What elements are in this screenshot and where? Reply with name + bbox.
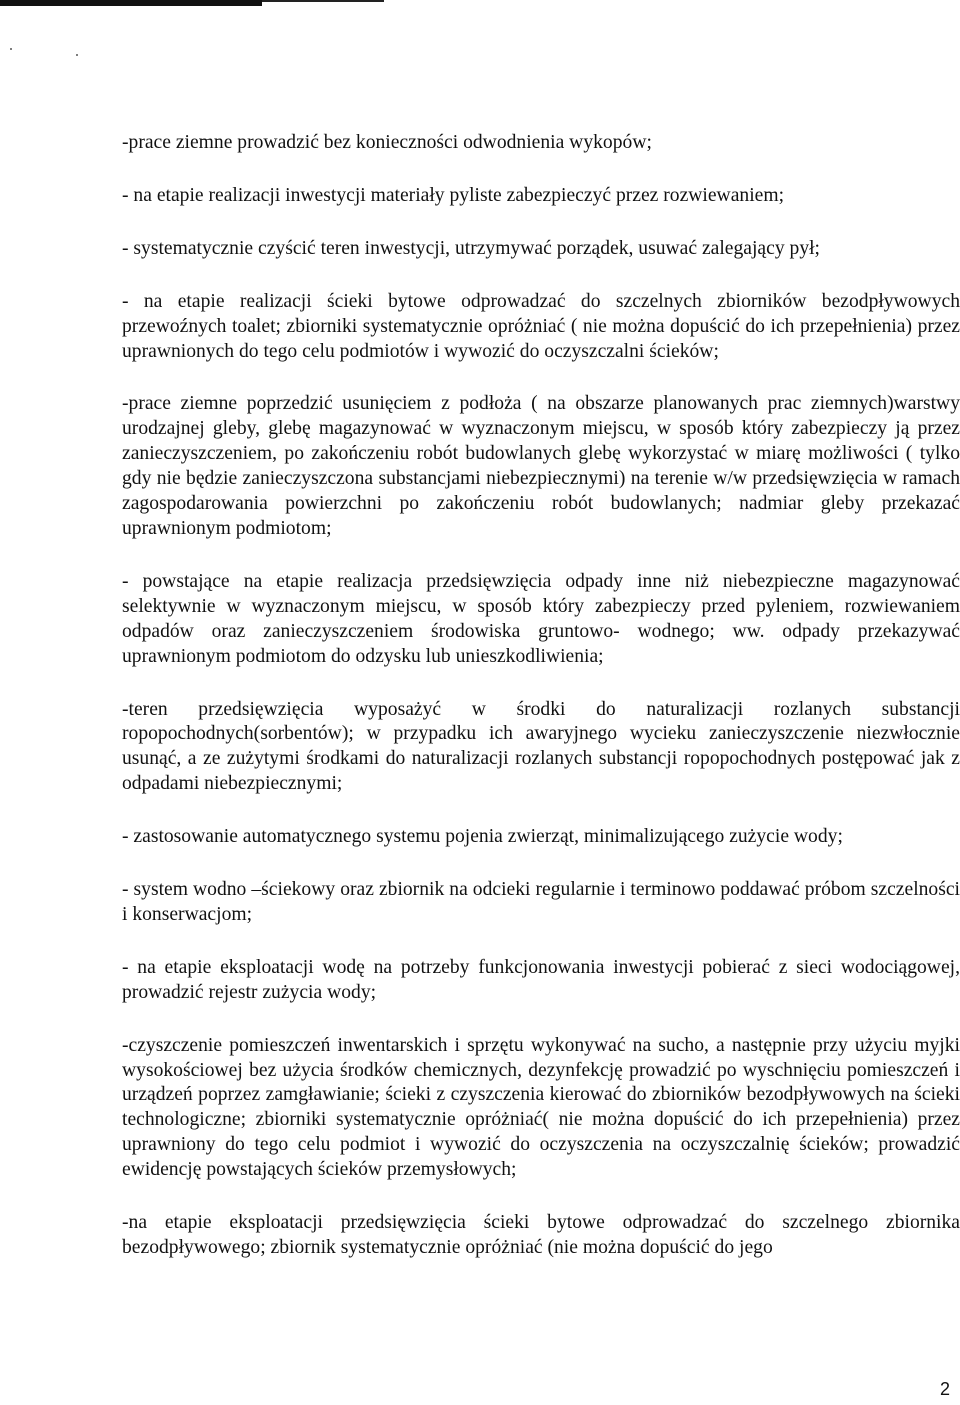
top-rule-thick bbox=[0, 0, 262, 6]
paragraph: -prace ziemne poprzedzić usunięciem z podłoża ( na obszarze planowanych prac ziemnych)warstwy urodzajnej gleby, glebę magazynować w wyznaczonym miejscu, w sposób który zabezpieczy ją przez zanieczyszczeniem, po zakończeniu robót budowlanych glebę wykorzystać w miarę możliwości ( tylko gdy nie będzie zanieczyszczona substancjami niebezpiecznymi) na terenie w/w przedsięwzięcia w ramach zagospodarowania powierzchni po zakończeniu robót budowlanych; nadmiar gleby przekazać uprawnionym podmiotom; bbox=[122, 393, 960, 539]
paragraph: - zastosowanie automatycznego systemu pojenia zwierząt, minimalizującego zużycie wody; bbox=[122, 826, 843, 848]
paragraph: - na etapie realizacji ścieki bytowe odprowadzać do szczelnych zbiorników bezodpływowych przewoźnych toalet; zbiorniki systematycznie opróżniać ( nie można dopuścić do ich przepełnienia) przez uprawnionych do tego celu podmiotów i wywozić do oczyszczalni ścieków; bbox=[122, 290, 960, 362]
scan-speck bbox=[76, 54, 78, 56]
paragraph: - powstające na etapie realizacja przedsięwzięcia odpady inne niż niebezpieczne magazynować selektywnie w wyznaczonym miejscu, w sposób który zabezpieczy przed pyleniem, rozwiewaniem odpadów oraz zanieczyszczeniem środowiska gruntowo- wodnego; ww. odpady przekazywać uprawnionym podmiotom do odzysku lub unieszkodliwienia; bbox=[122, 570, 960, 667]
paragraph: - na etapie eksploatacji wodę na potrzeby funkcjonowania inwestycji pobierać z sieci wodociągowej, prowadzić rejestr zużycia wody; bbox=[122, 956, 960, 1003]
paragraph: -czyszczenie pomieszczeń inwentarskich i sprzętu wykonywać na sucho, a następnie przy użyciu myjki wysokościowej bez użycia środków chemicznych, dezynfekcję prowadzić po wyschnięciu pomieszczeń i urządzeń poprzez zamgławianie; ścieki z czyszczenia kierować do zbiorników bezodpływowych na ścieki technologiczne; zbiorniki systematycznie opróżniać( nie można dopuścić do ich przepełnienia) przez uprawniony do tego celu podmiot i wywozić do oczyszczenia na oczyszczalnię ścieków; prowadzić ewidencję powstających ścieków przemysłowych; bbox=[122, 1034, 960, 1181]
paragraph: -na etapie eksploatacji przedsięwzięcia ścieki bytowe odprowadzać do szczelnego zbiornika bezodpływowego; zbiornik systematycznie opróżniać (nie można dopuścić do jego bbox=[122, 1212, 960, 1258]
page-number: 2 bbox=[940, 1379, 951, 1399]
paragraph: - systematycznie czyścić teren inwestycji, utrzymywać porządek, usuwać zalegający pył; bbox=[122, 237, 820, 259]
paragraph: - na etapie realizacji inwestycji materiały pyliste zabezpieczyć przez rozwiewaniem; bbox=[122, 184, 785, 206]
paragraph: -teren przedsięwzięcia wyposażyć w środki do naturalizacji rozlanych substancji ropopochodnych(sorbentów); w przypadku ich awaryjnego wycieku zanieczyszczenie niezwłocznie usunąć, a ze zużytymi środkami do naturalizacji rozlanych substancji ropopochodnych postępować jak z odpadami niebezpiecznymi; bbox=[122, 698, 960, 795]
paragraph: - system wodno –ściekowy oraz zbiornik na odcieki regularnie i terminowo poddawać próbom szczelności i konserwacjom; bbox=[122, 879, 960, 925]
paragraph: -prace ziemne prowadzić bez konieczności odwodnienia wykopów; bbox=[122, 132, 652, 153]
document-body bbox=[122, 131, 960, 1289]
scan-speck bbox=[10, 48, 12, 50]
